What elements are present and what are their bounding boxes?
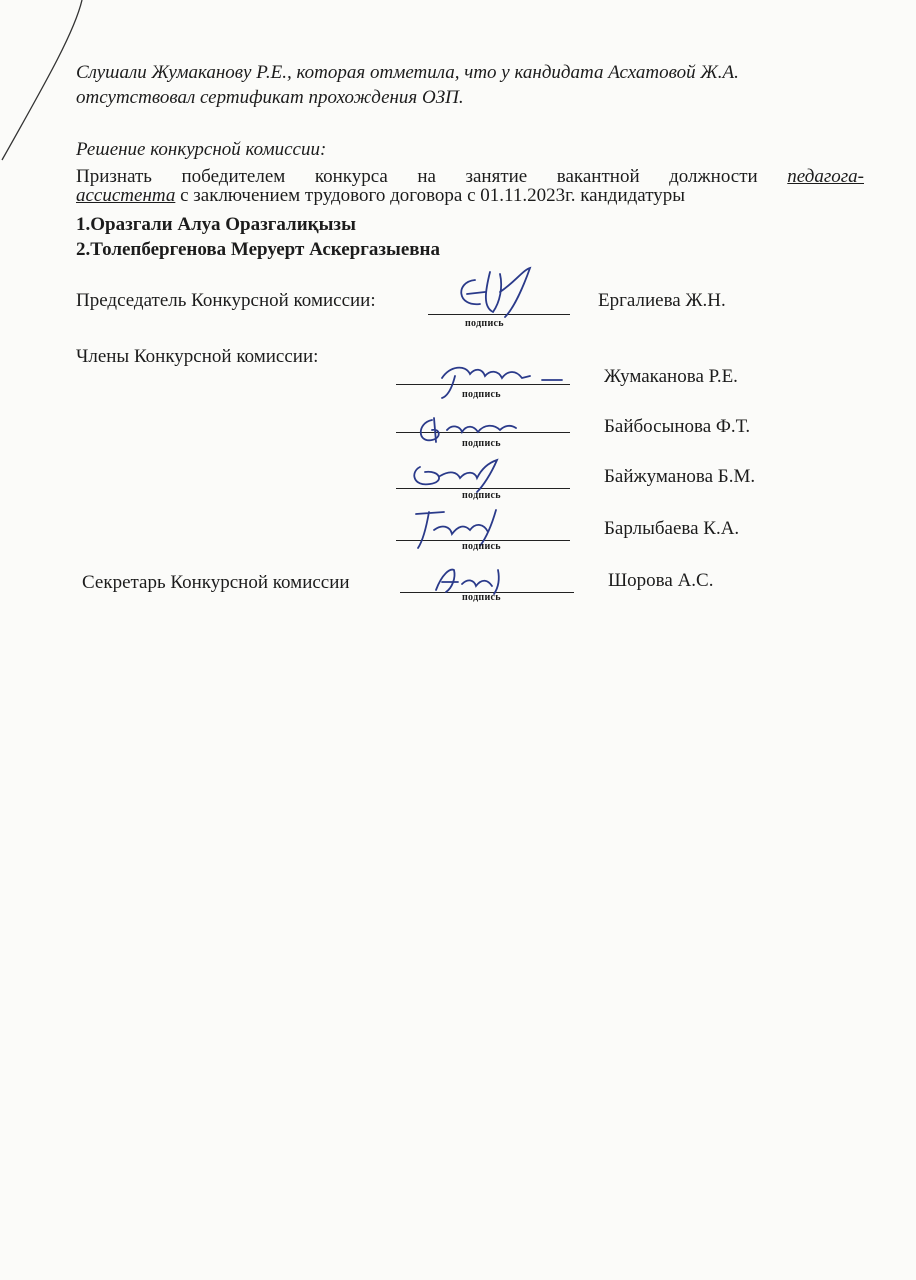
heard-line-1: Слушали Жумаканову Р.Е., которая отметила, что у кандидата Асхатовой Ж.А. <box>76 62 739 83</box>
decision-line-1: Признать победителем конкурса на занятие вакантной должности педагога- <box>76 166 864 187</box>
member-4-name: Барлыбаева К.А. <box>604 518 740 539</box>
decision-line-2: ассистента с заключением трудового договора с 01.11.2023г. кандидатуры <box>76 185 686 206</box>
position-title-part-1: педагога- <box>787 166 864 187</box>
member-1-signature-caption: подпись <box>462 389 501 400</box>
member-3-signature-caption: подпись <box>462 490 501 501</box>
member-4-signature-caption: подпись <box>462 541 501 552</box>
candidate-1: 1.Оразгали Алуа Оразгалиқызы <box>76 214 356 235</box>
candidate-2: 2.Толепбергенова Меруерт Аскергазыевна <box>76 239 440 260</box>
position-title-part-2: ассистента <box>76 185 176 206</box>
heard-line-2: отсутствовал сертификат прохождения ОЗП. <box>76 87 464 108</box>
chairman-label: Председатель Конкурсной комиссии: <box>76 290 376 311</box>
secretary-name: Шорова А.С. <box>608 570 714 591</box>
member-2-signature-caption: подпись <box>462 438 501 449</box>
member-2-name: Байбосынова Ф.Т. <box>604 416 751 437</box>
chairman-name: Ергалиева Ж.Н. <box>598 290 726 311</box>
chairman-signature-caption: подпись <box>465 318 504 329</box>
decision-text <box>76 164 864 208</box>
members-label: Члены Конкурсной комиссии: <box>76 346 319 367</box>
secretary-label: Секретарь Конкурсной комиссии <box>82 572 350 593</box>
decision-heading: Решение конкурсной комиссии: <box>76 139 327 160</box>
chairman-signature <box>445 262 565 322</box>
heard-paragraph <box>76 60 856 110</box>
member-1-name: Жумаканова Р.Е. <box>604 366 738 387</box>
member-3-name: Байжуманова Б.М. <box>604 466 756 487</box>
secretary-signature-caption: подпись <box>462 592 501 603</box>
